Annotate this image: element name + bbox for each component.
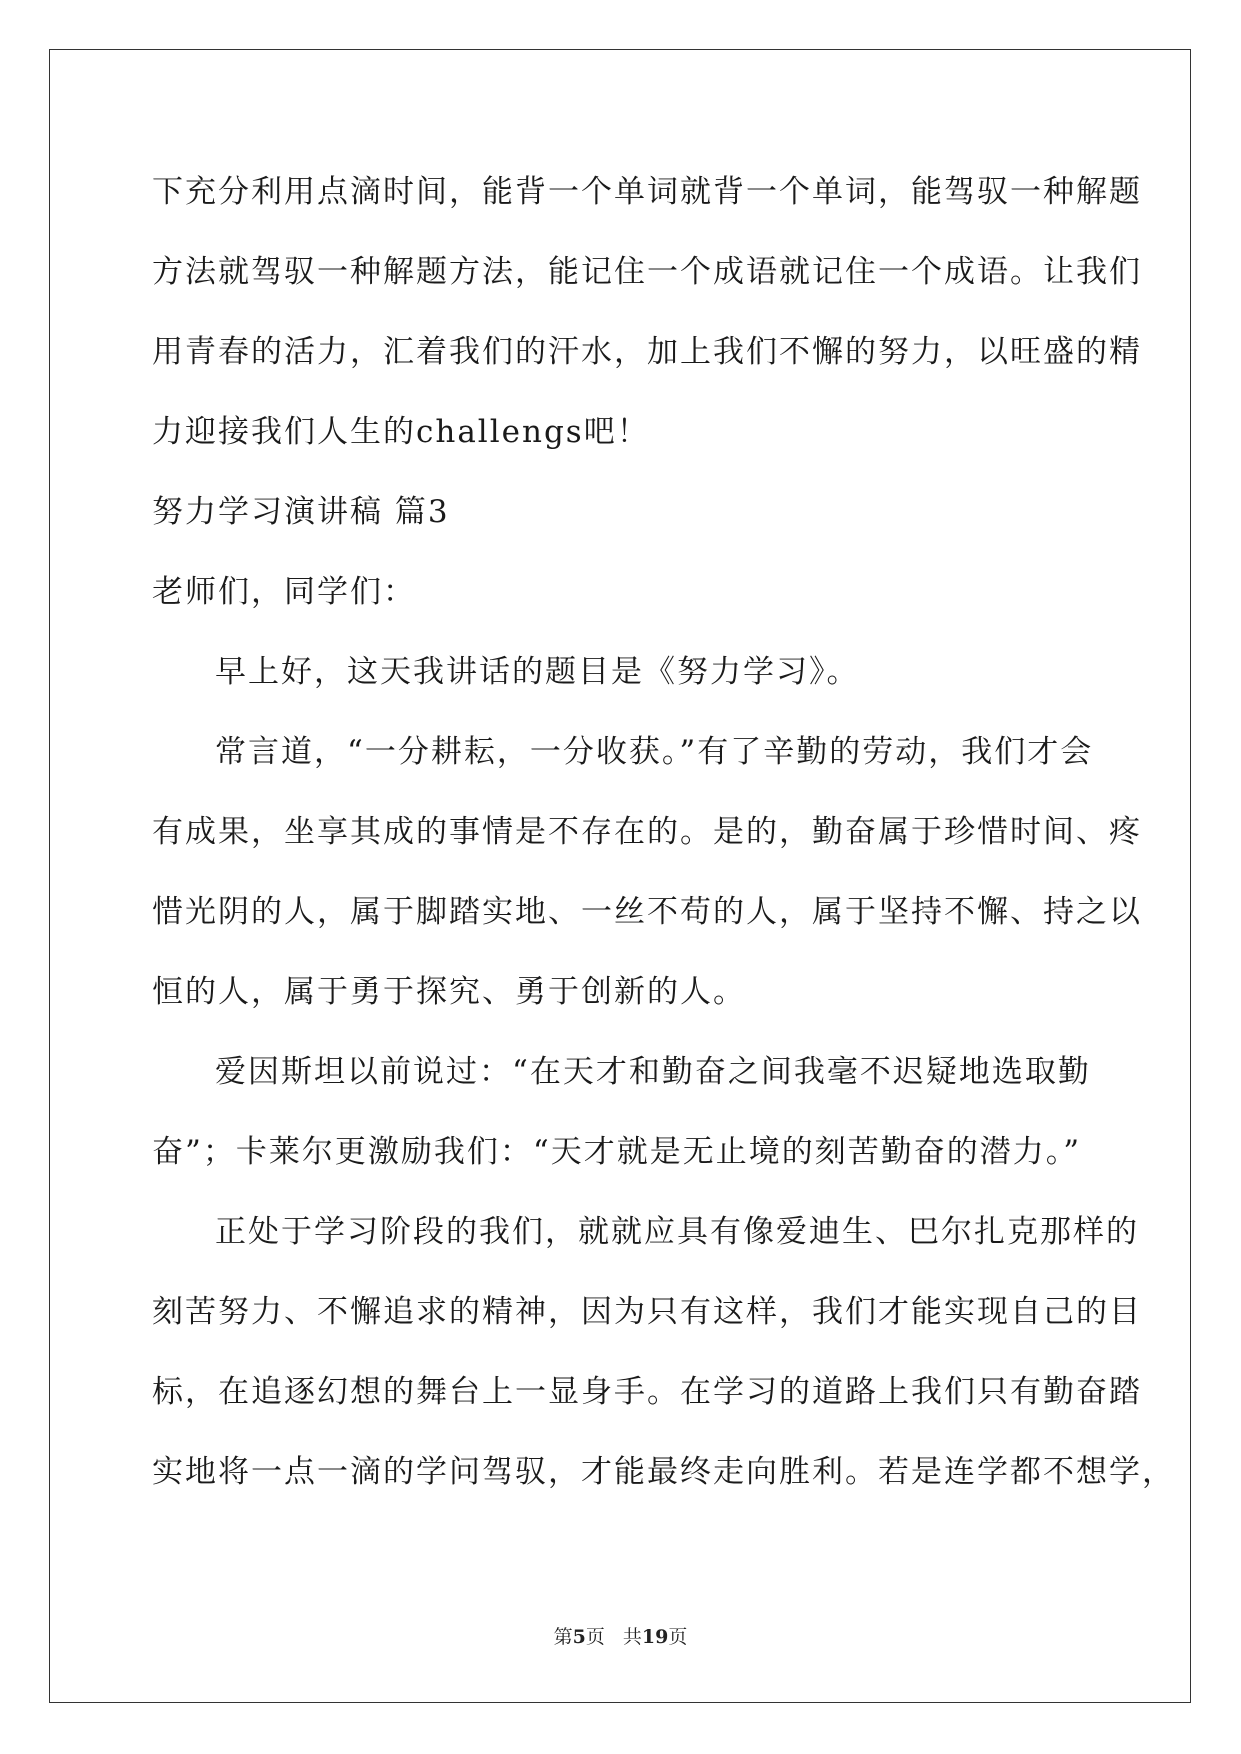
- page-prefix: 第: [553, 1626, 573, 1648]
- page-total: 19: [641, 1626, 669, 1648]
- paragraph-3-line-2: 奋”；卡莱尔更激励我们：“天才就是无止境的刻苦勤奋的潜力。”: [152, 1134, 1082, 1170]
- body-line-4: 力迎接我们人生的challengs吧！: [152, 414, 650, 450]
- paragraph-2-line-1: 常言道，“一分耕耘，一分收获。”有了辛勤的劳动，我们才会: [215, 734, 1094, 770]
- section-heading: 努力学习演讲稿 篇3: [152, 494, 450, 530]
- paragraph-greeting: 早上好，这天我讲话的题目是《努力学习》。: [215, 654, 860, 690]
- paragraph-4-line-4: 实地将一点一滴的学问驾驭，才能最终走向胜利。若是连学都不想学，: [152, 1454, 1175, 1490]
- paragraph-2-line-2: 有成果，坐享其成的事情是不存在的。是的，勤奋属于珍惜时间、疼: [152, 814, 1142, 850]
- page-footer: [0, 1625, 1241, 1649]
- body-line-2: 方法就驾驭一种解题方法，能记住一个成语就记住一个成语。让我们: [152, 254, 1142, 290]
- body-line-1: 下充分利用点滴时间，能背一个单词就背一个单词，能驾驭一种解题: [152, 174, 1142, 210]
- paragraph-4-line-2: 刻苦努力、不懈追求的精神，因为只有这样，我们才能实现自己的目: [152, 1294, 1142, 1330]
- page-suffix: 页: [585, 1626, 605, 1648]
- paragraph-4-line-1: 正处于学习阶段的我们，就就应具有像爱迪生、巴尔扎克那样的: [215, 1214, 1139, 1250]
- paragraph-4-line-3: 标，在追逐幻想的舞台上一显身手。在学习的道路上我们只有勤奋踏: [152, 1374, 1142, 1410]
- body-line-3: 用青春的活力，汇着我们的汗水，加上我们不懈的努力，以旺盛的精: [152, 334, 1142, 370]
- total-prefix: 共: [622, 1626, 642, 1648]
- page-current: 5: [572, 1626, 586, 1648]
- salutation: 老师们，同学们：: [152, 574, 416, 610]
- paragraph-2-line-4: 恒的人，属于勇于探究、勇于创新的人。: [152, 974, 746, 1010]
- paragraph-3-line-1: 爱因斯坦以前说过：“在天才和勤奋之间我毫不迟疑地选取勤: [215, 1054, 1091, 1090]
- paragraph-2-line-3: 惜光阴的人，属于脚踏实地、一丝不苟的人，属于坚持不懈、持之以: [152, 894, 1142, 930]
- total-suffix: 页: [668, 1626, 688, 1648]
